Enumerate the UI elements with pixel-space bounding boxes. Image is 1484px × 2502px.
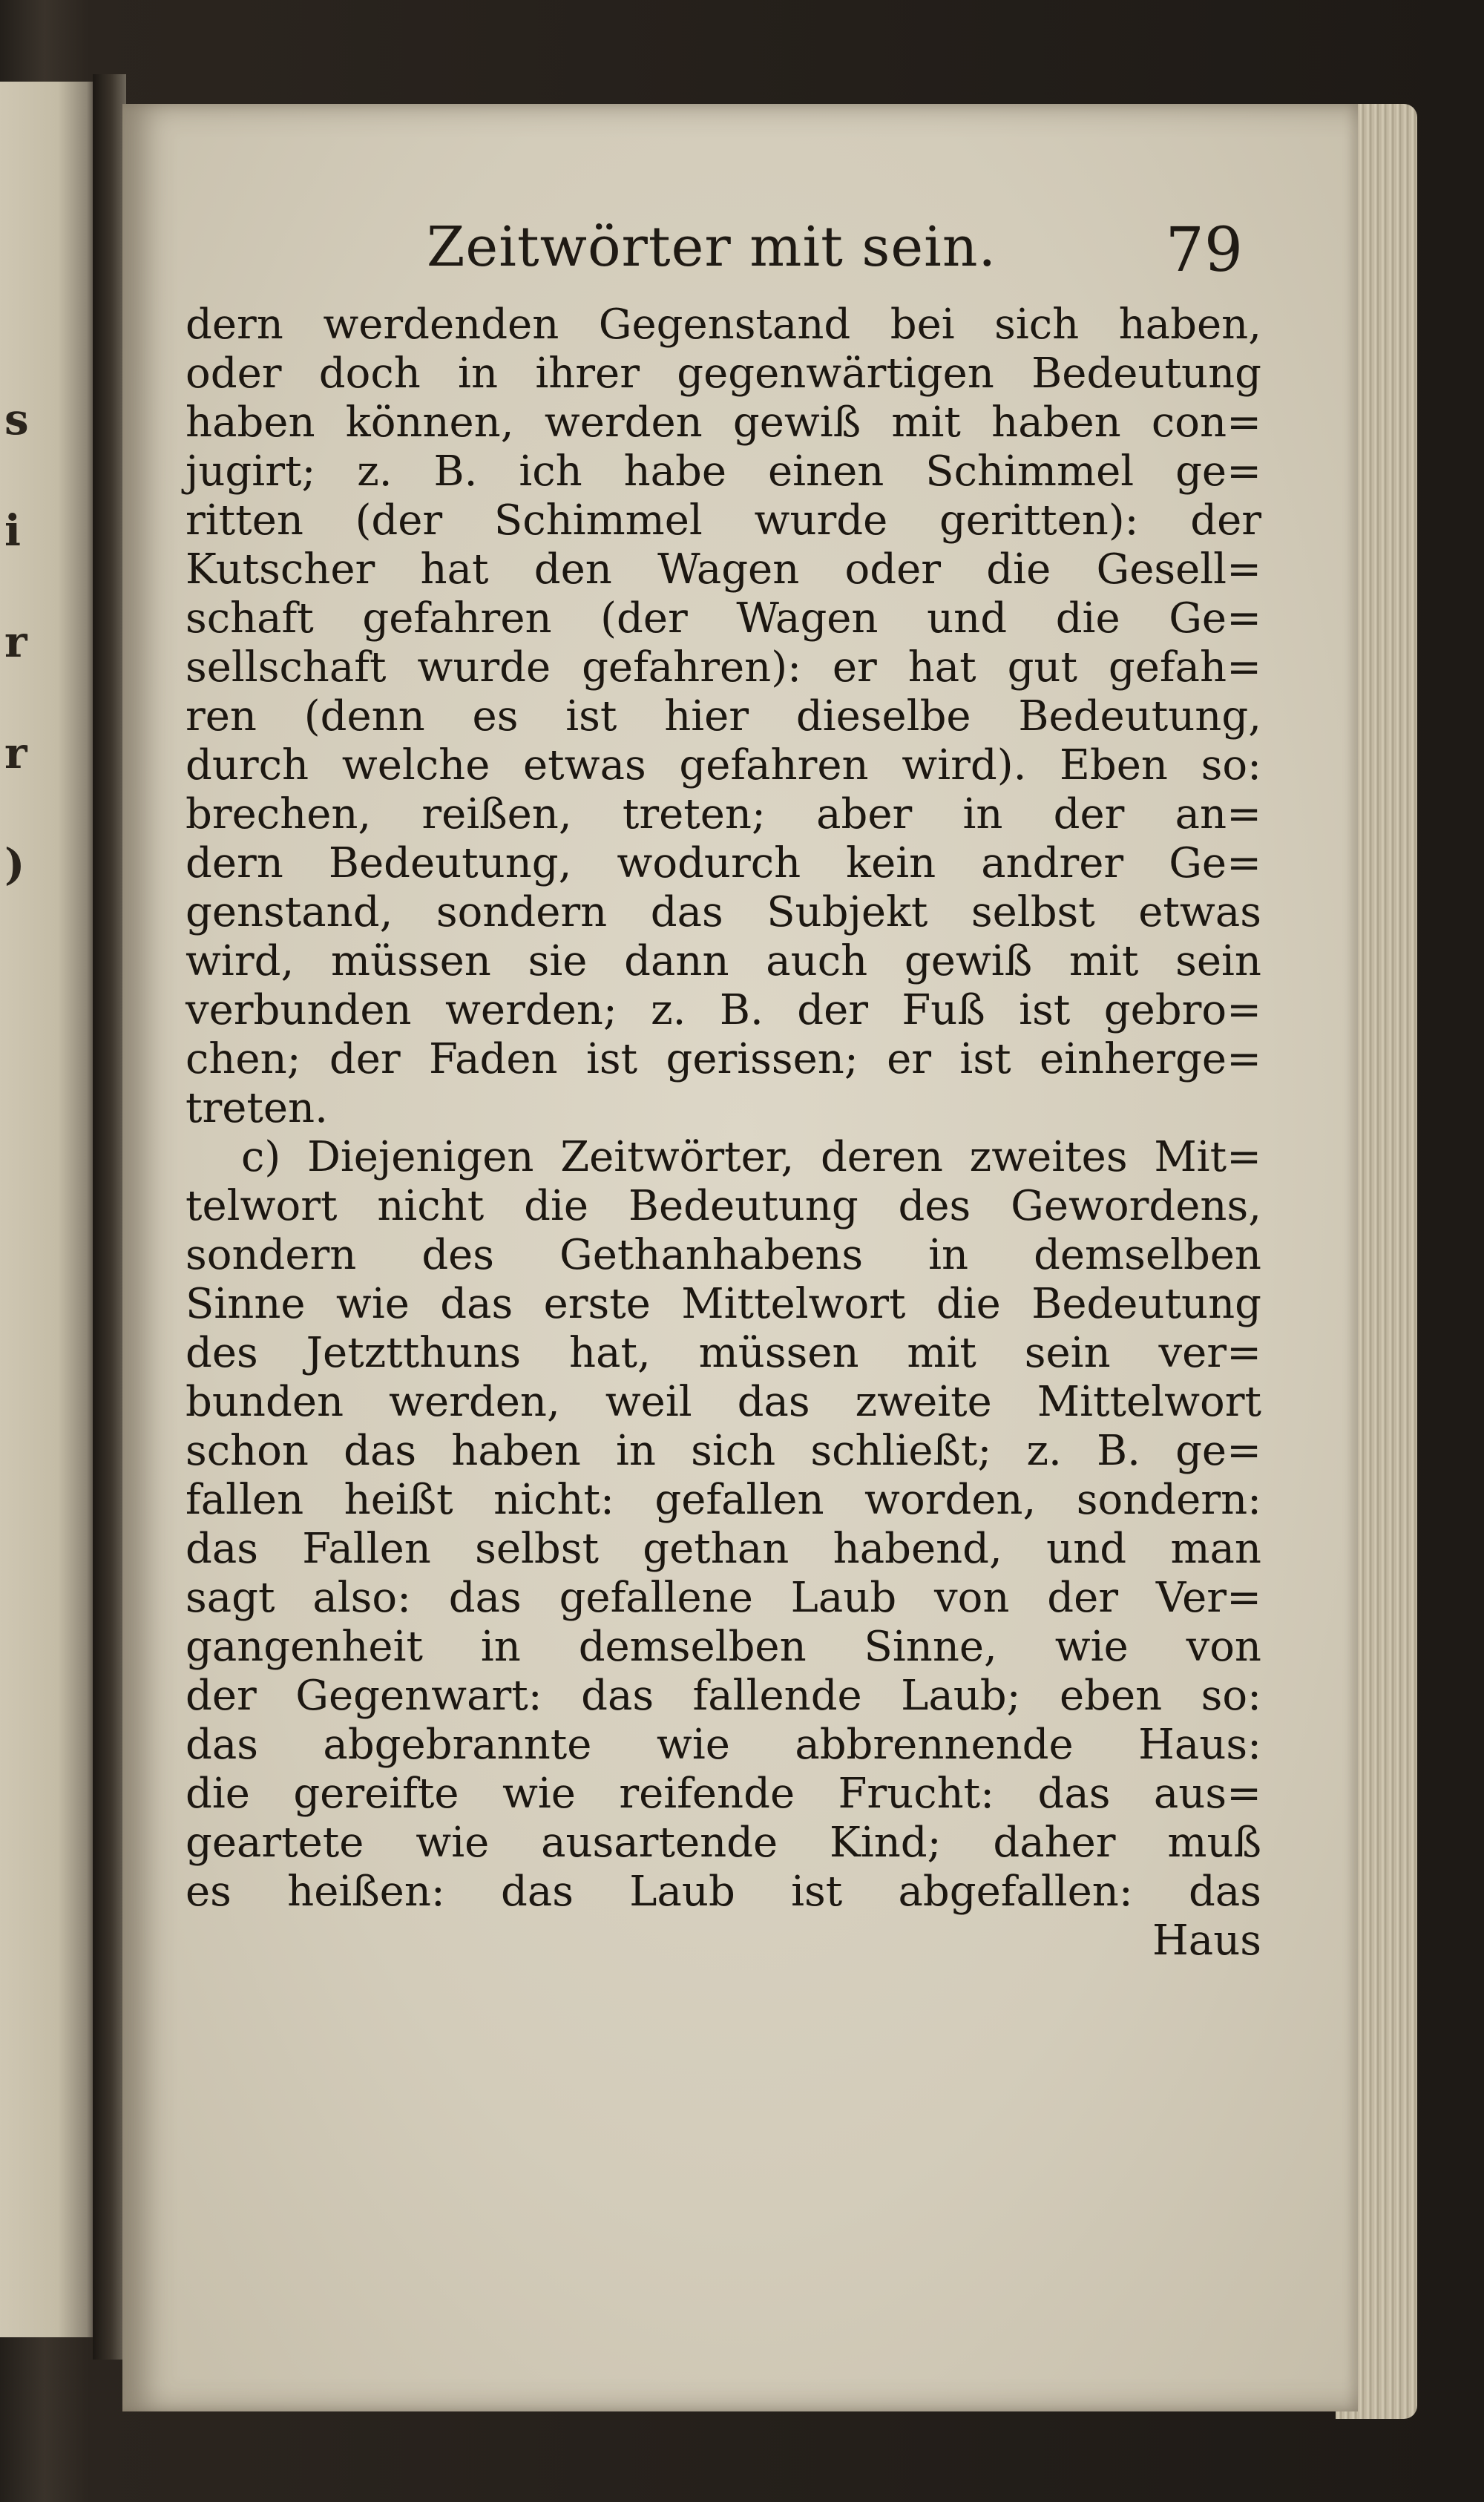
book-page: [122, 104, 1358, 2411]
previous-page-letters: [4, 364, 34, 920]
page-number: 79: [1165, 215, 1243, 286]
text-line: genstand, sondern das Subjekt selbst etwas: [186, 888, 1261, 936]
previous-page-edge: [0, 82, 96, 2337]
text-line: durch welche etwas gefahren wird). Eben so:: [186, 741, 1261, 789]
text-line: Sinne wie das erste Mittelwort die Bedeutung: [186, 1280, 1261, 1328]
text-line: chen; der Faden ist gerissen; er ist einherge=: [186, 1035, 1261, 1083]
text-line: ren (denn es ist hier dieselbe Bedeutung,: [186, 692, 1261, 741]
text-line: verbunden werden; z. B. der Fuß ist gebro=: [186, 986, 1261, 1034]
text-line: treten.: [186, 1084, 328, 1132]
text-line: oder doch in ihrer gegenwärtigen Bedeutung: [186, 349, 1261, 398]
text-line: sellschaft wurde gefahren): er hat gut gefah=: [186, 643, 1261, 692]
text-line: das abgebrannte wie abbrennende Haus:: [186, 1721, 1261, 1769]
text-line: geartete wie ausartende Kind; daher muß: [186, 1819, 1261, 1867]
text-line: das Fallen selbst gethan habend, und man: [186, 1525, 1261, 1573]
text-line: dern Bedeutung, wodurch kein andrer Ge=: [186, 839, 1261, 887]
text-line: es heißen: das Laub ist abgefallen: das: [186, 1868, 1261, 1916]
text-line: die gereifte wie reifende Frucht: das aus=: [186, 1770, 1261, 1818]
text-line: sagt also: das gefallene Laub von der Ver=: [186, 1574, 1261, 1622]
text-line: jugirt; z. B. ich habe einen Schimmel ge=: [186, 447, 1261, 496]
previous-page-letter: s: [4, 394, 29, 444]
text-line: haben können, werden gewiß mit haben con=: [186, 398, 1261, 447]
previous-page-letter: r: [4, 728, 27, 778]
running-head: Zeitwörter mit sein.: [427, 215, 997, 279]
text-line: telwort nicht die Bedeutung des Gewordens,: [186, 1182, 1261, 1230]
previous-page-letter: r: [4, 617, 27, 667]
text-line: schon das haben in sich schließt; z. B. ge=: [186, 1427, 1261, 1475]
text-line: des Jetztthuns hat, müssen mit sein ver=: [186, 1329, 1261, 1377]
previous-page-letter: ): [4, 839, 25, 890]
text-line: schaft gefahren (der Wagen und die Ge=: [186, 594, 1261, 643]
text-line: der Gegenwart: das fallende Laub; eben so:: [186, 1672, 1261, 1720]
previous-page-letter: i: [4, 505, 22, 556]
text-line: ritten (der Schimmel wurde geritten): der: [186, 496, 1261, 545]
paragraph-start-line: c) Diejenigen Zeitwörter, deren zweites Mit=: [241, 1133, 1261, 1181]
book-gutter: [93, 74, 126, 2360]
text-line: bunden werden, weil das zweite Mittelwort: [186, 1378, 1261, 1426]
text-line: Kutscher hat den Wagen oder die Gesell=: [186, 545, 1261, 594]
text-line: fallen heißt nicht: gefallen worden, sondern:: [186, 1476, 1261, 1524]
text-line: gangenheit in demselben Sinne, wie von: [186, 1623, 1261, 1671]
text-line: sondern des Gethanhabens in demselben: [186, 1231, 1261, 1279]
body-text: [186, 301, 1261, 1966]
text-line: dern werdenden Gegenstand bei sich haben,: [186, 301, 1261, 349]
text-line: wird, müssen sie dann auch gewiß mit sein: [186, 937, 1261, 985]
catchword: Haus: [1152, 1917, 1261, 1965]
text-line: brechen, reißen, treten; aber in der an=: [186, 790, 1261, 838]
